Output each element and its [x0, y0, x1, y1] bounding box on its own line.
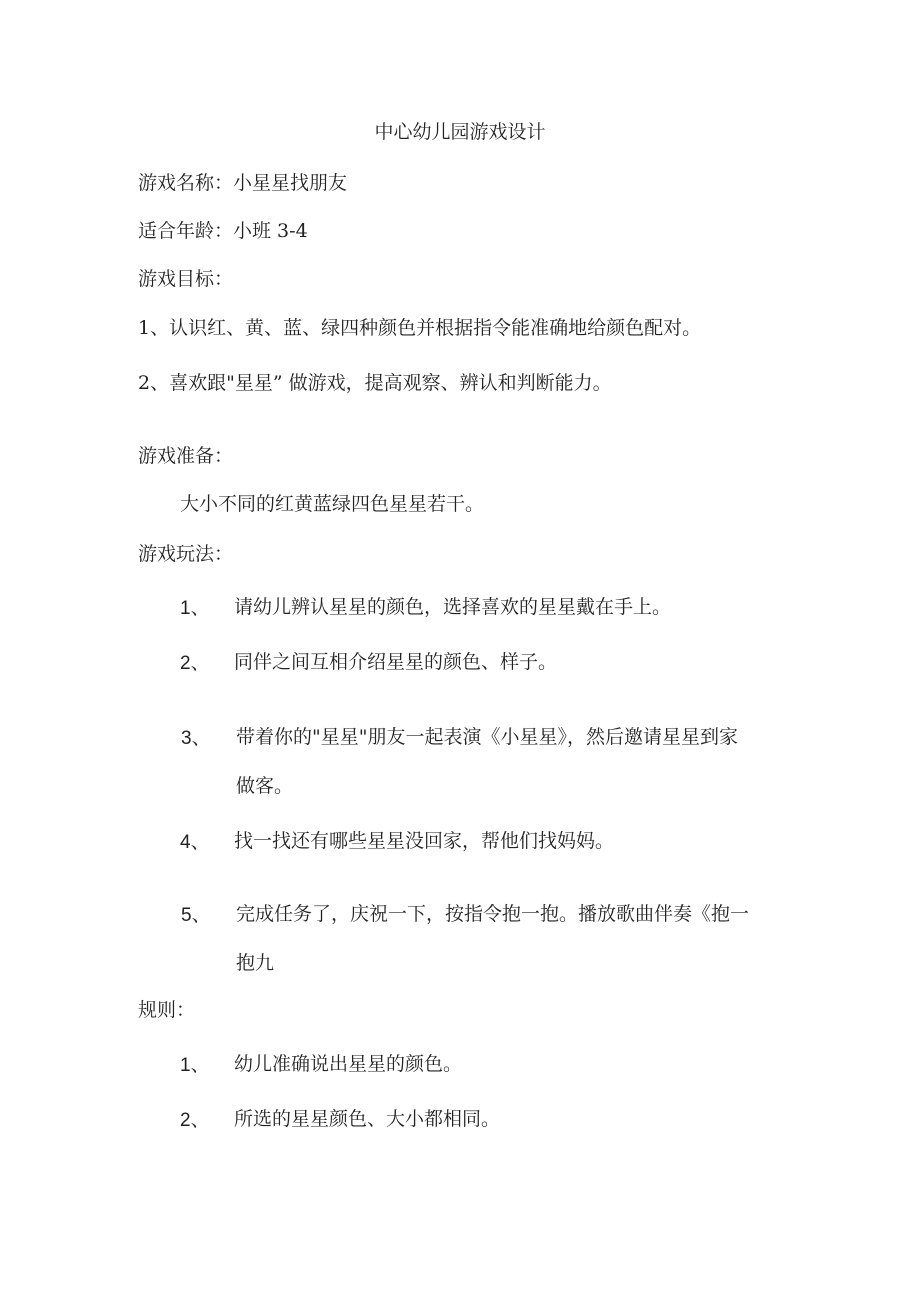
play-item-1-number: 1、: [180, 598, 210, 619]
rule-item-2-text: 所选的星星颜色、大小都相同。: [234, 1108, 501, 1130]
rule-item-1-text: 幼儿准确说出星星的颜色。: [234, 1053, 463, 1075]
rules-heading: 规则：: [138, 999, 196, 1021]
play-item-5-number: 5、: [181, 905, 211, 926]
goals-heading: 游戏目标：: [138, 268, 234, 290]
rule-item-2-number: 2、: [180, 1110, 210, 1131]
play-heading: 游戏玩法：: [138, 543, 234, 565]
play-item-5-text: 完成任务了，庆祝一下，按指令抱一抱。播放歌曲伴奏《抱一: [236, 903, 750, 925]
play-item-2-number: 2、: [180, 653, 210, 674]
play-item-3-text-cont: 做客。: [236, 775, 294, 797]
age-label: 适合年龄：: [138, 220, 234, 242]
prep-text: 大小不同的红黄蓝绿四色星星若干。: [180, 493, 485, 515]
page-title: 中心幼儿园游戏设计: [374, 121, 546, 143]
goal-item-2: 2、喜欢跟"星星” 做游戏，提高观察、辨认和判断能力。: [138, 372, 612, 394]
play-item-4-text: 找一找还有哪些星星没回家，帮他们找妈妈。: [234, 830, 615, 852]
prep-heading: 游戏准备：: [138, 445, 234, 467]
game-name-value: 小星星找朋友: [233, 172, 348, 194]
play-item-5-text-cont: 抱九: [236, 952, 275, 974]
game-name-line: [138, 172, 347, 195]
play-item-3-number: 3、: [181, 728, 211, 749]
play-item-1-text: 请幼儿辨认星星的颜色，选择喜欢的星星戴在手上。: [234, 596, 672, 618]
play-item-3-text: 带着你的"星星"朋友一起表演《小星星》，然后邀请星星到家: [236, 726, 738, 748]
goal-item-1: 1、认识红、黄、蓝、绿四种颜色并根据指令能准确地给颜色配对。: [138, 317, 702, 339]
rule-item-1-number: 1、: [180, 1055, 210, 1076]
age-value: 小班 3-4: [233, 220, 308, 242]
age-line: [138, 220, 308, 243]
game-name-label: 游戏名称：: [138, 172, 234, 194]
play-item-4-number: 4、: [180, 832, 210, 853]
play-item-2-text: 同伴之间互相介绍星星的颜色、样子。: [234, 651, 558, 673]
